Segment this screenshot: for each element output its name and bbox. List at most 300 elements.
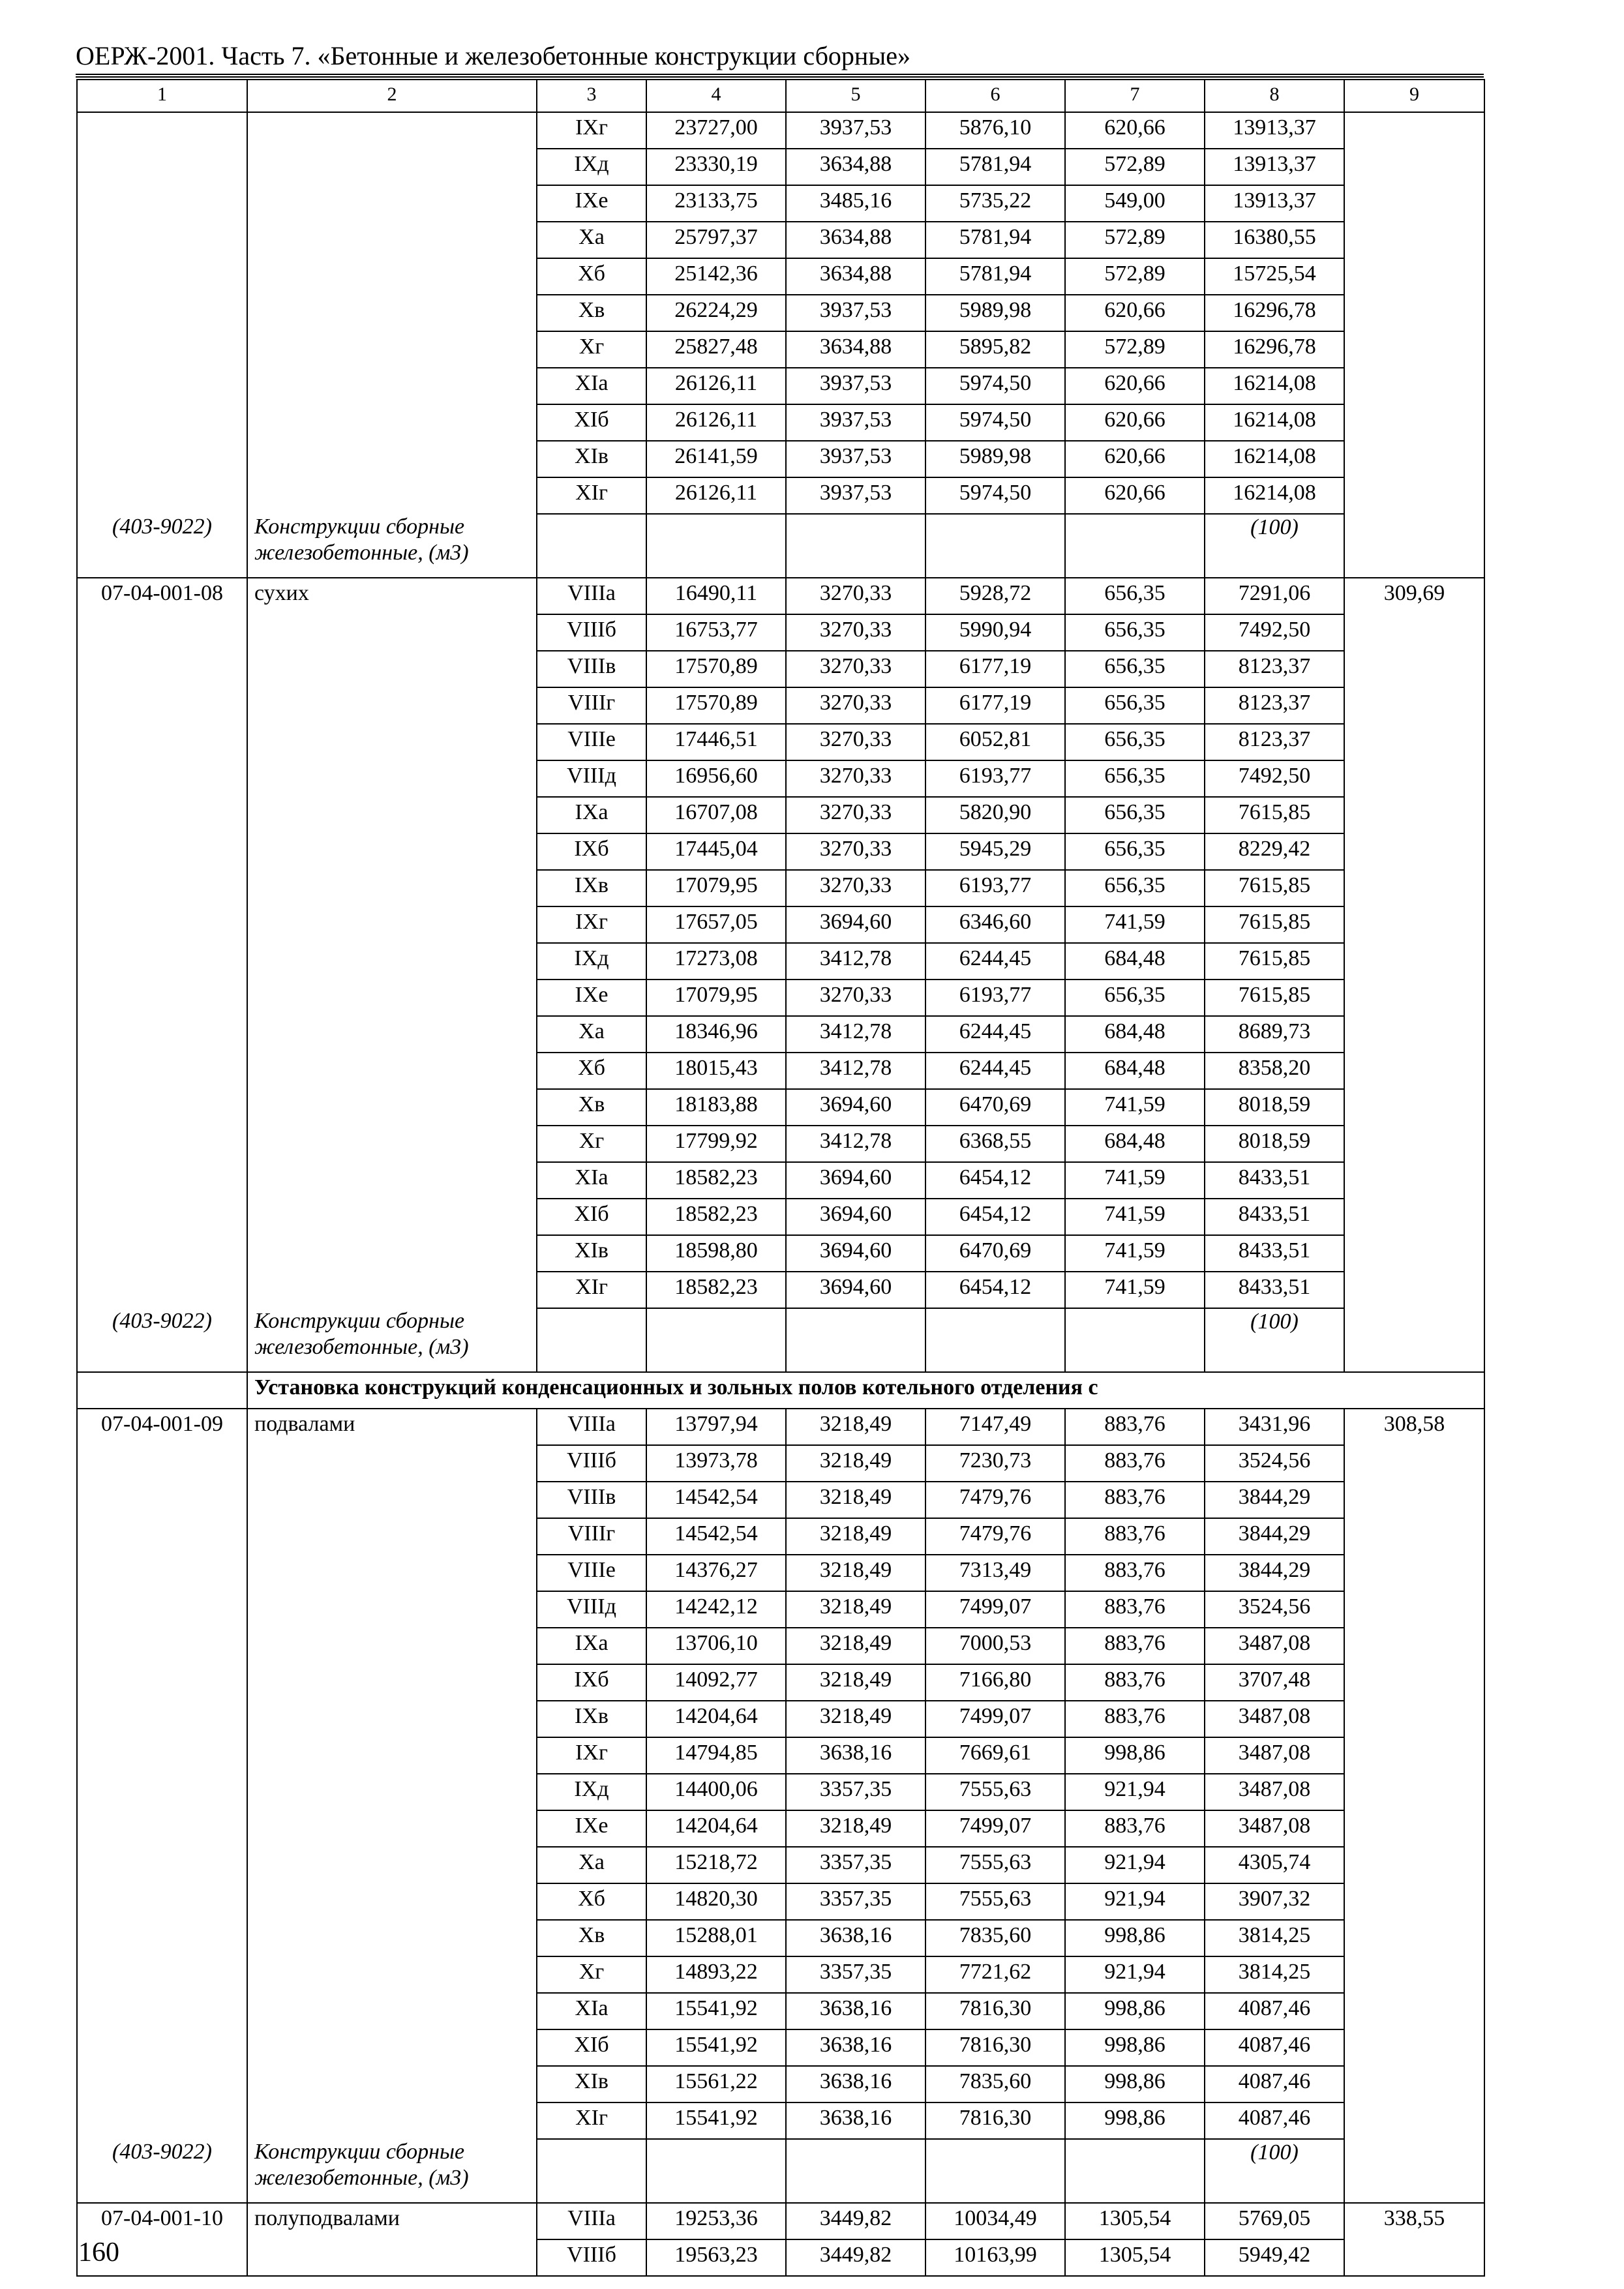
zone-cell: VIIIд [537, 760, 646, 797]
value-col8: 7615,85 [1205, 980, 1344, 1016]
value-col9 [1344, 1555, 1484, 1591]
value-col8: 3487,08 [1205, 1701, 1344, 1737]
value-col9 [1344, 1272, 1484, 1308]
zone-cell: VIIIб [537, 1445, 646, 1482]
norm-code [77, 1591, 247, 1628]
value-col6: 7816,30 [925, 2029, 1065, 2066]
zone-cell: VIIIа [537, 578, 646, 614]
value-col7: 921,94 [1065, 1956, 1205, 1993]
value-col9 [1344, 1518, 1484, 1555]
value-col9 [1344, 295, 1484, 331]
norm-description [247, 2102, 537, 2139]
zone-cell: VIIIд [537, 1591, 646, 1628]
value-col4: 26126,11 [646, 477, 786, 514]
zone-cell: Xв [537, 1089, 646, 1126]
norm-description [247, 906, 537, 943]
value-col7: 684,48 [1065, 1053, 1205, 1089]
value-col8: 8433,51 [1205, 1272, 1344, 1308]
table-row [77, 1883, 1484, 1920]
norm-code [77, 651, 247, 687]
table-row [77, 614, 1484, 651]
norm-code [77, 1847, 247, 1883]
value-col5: 3638,16 [786, 2029, 925, 2066]
value-col7: 998,86 [1065, 1920, 1205, 1956]
zone-cell: Xб [537, 258, 646, 295]
value-col4: 26126,11 [646, 368, 786, 404]
norm-description [247, 1199, 537, 1235]
value-col6: 7230,73 [925, 1445, 1065, 1482]
zone-cell: Xа [537, 1016, 646, 1053]
norm-description [247, 1482, 537, 1518]
value-col8: 4087,46 [1205, 2102, 1344, 2139]
value-col9: 338,55 [1344, 2203, 1484, 2239]
value-col4: 15541,92 [646, 2029, 786, 2066]
value-col9 [1344, 2066, 1484, 2102]
value-col7: 1305,54 [1065, 2239, 1205, 2276]
norm-description [247, 797, 537, 833]
value-col8: 16214,08 [1205, 477, 1344, 514]
norm-code [77, 258, 247, 295]
value-col5: 3694,60 [786, 1235, 925, 1272]
value-col6: 5895,82 [925, 331, 1065, 368]
value-col5: 3218,49 [786, 1628, 925, 1664]
value-col8: 16214,08 [1205, 441, 1344, 477]
zone-cell: XIг [537, 2102, 646, 2139]
norm-description [247, 833, 537, 870]
value-col8: 7492,50 [1205, 614, 1344, 651]
norm-code [77, 1993, 247, 2029]
zone-cell: VIIIа [537, 1409, 646, 1445]
table-row [77, 943, 1484, 980]
value-col6: 5945,29 [925, 833, 1065, 870]
value-col5: 3638,16 [786, 1920, 925, 1956]
table-row [77, 1810, 1484, 1847]
value-col5: 3412,78 [786, 943, 925, 980]
value-col6: 7313,49 [925, 1555, 1065, 1591]
value-col8: 3844,29 [1205, 1518, 1344, 1555]
norm-code [77, 1701, 247, 1737]
value-col6: 7835,60 [925, 2066, 1065, 2102]
norm-code [77, 185, 247, 222]
value-col9 [1344, 1053, 1484, 1089]
value-col5: 3634,88 [786, 258, 925, 295]
zone-cell: IXб [537, 1664, 646, 1701]
value-col8: 8689,73 [1205, 1016, 1344, 1053]
value-col9 [1344, 185, 1484, 222]
value-col6: 7000,53 [925, 1628, 1065, 1664]
table-row [77, 112, 1484, 149]
value-col8: 13913,37 [1205, 185, 1344, 222]
norm-description [247, 2029, 537, 2066]
value-col4: 13973,78 [646, 1445, 786, 1482]
zone-cell: XIа [537, 1993, 646, 2029]
value-col6: 7721,62 [925, 1956, 1065, 1993]
value-col5: 3357,35 [786, 1956, 925, 1993]
value-col8: 13913,37 [1205, 149, 1344, 185]
column-header: 2 [247, 80, 537, 112]
value-col4: 23330,19 [646, 149, 786, 185]
column-header: 6 [925, 80, 1065, 112]
value-col6: 5974,50 [925, 404, 1065, 441]
norm-description: полуподвалами [247, 2203, 537, 2239]
value-col9 [1344, 1737, 1484, 1774]
resource-code: (403-9022) [77, 2139, 247, 2203]
norm-description [247, 368, 537, 404]
empty-cell [646, 2139, 786, 2203]
value-col7: 883,76 [1065, 1628, 1205, 1664]
value-col4: 14204,64 [646, 1810, 786, 1847]
value-col4: 16753,77 [646, 614, 786, 651]
resource-code: (403-9022) [77, 514, 247, 578]
zone-cell: VIIIе [537, 724, 646, 760]
norm-code [77, 1810, 247, 1847]
table-row [77, 687, 1484, 724]
value-col4: 16707,08 [646, 797, 786, 833]
zone-cell: IXа [537, 1628, 646, 1664]
norm-description [247, 760, 537, 797]
table-row [77, 258, 1484, 295]
value-col6: 5781,94 [925, 258, 1065, 295]
value-col4: 25142,36 [646, 258, 786, 295]
value-col8: 3524,56 [1205, 1591, 1344, 1628]
norm-description [247, 1518, 537, 1555]
value-col5: 3357,35 [786, 1883, 925, 1920]
norm-description [247, 441, 537, 477]
norm-code [77, 2029, 247, 2066]
value-col9 [1344, 149, 1484, 185]
value-col4: 25827,48 [646, 331, 786, 368]
value-col7: 656,35 [1065, 980, 1205, 1016]
zone-cell: Xб [537, 1883, 646, 1920]
value-col7: 998,86 [1065, 2029, 1205, 2066]
empty-cell [537, 2139, 646, 2203]
table-row [77, 1664, 1484, 1701]
value-col6: 10034,49 [925, 2203, 1065, 2239]
section-left-cell [77, 1372, 247, 1409]
zone-cell: IXг [537, 1737, 646, 1774]
table-row [77, 149, 1484, 185]
resource-name: Конструкции сборные железобетонные, (м3) [247, 1308, 537, 1372]
norm-code [77, 980, 247, 1016]
norm-code [77, 833, 247, 870]
value-col9 [1344, 1628, 1484, 1664]
value-col8: 7291,06 [1205, 578, 1344, 614]
value-col9 [1344, 1701, 1484, 1737]
value-col7: 921,94 [1065, 1847, 1205, 1883]
value-col4: 16956,60 [646, 760, 786, 797]
zone-cell: VIIIб [537, 614, 646, 651]
value-col4: 16490,11 [646, 578, 786, 614]
table-row [77, 1235, 1484, 1272]
value-col4: 15288,01 [646, 1920, 786, 1956]
value-col7: 572,89 [1065, 149, 1205, 185]
zone-cell: XIб [537, 404, 646, 441]
norm-code: 07-04-001-10 [77, 2203, 247, 2239]
value-col5: 3357,35 [786, 1774, 925, 1810]
value-col9 [1344, 943, 1484, 980]
value-col8: 3487,08 [1205, 1810, 1344, 1847]
value-col4: 19563,23 [646, 2239, 786, 2276]
value-col9 [1344, 1956, 1484, 1993]
value-col6: 6244,45 [925, 1016, 1065, 1053]
value-col8: 5769,05 [1205, 2203, 1344, 2239]
value-col9 [1344, 1016, 1484, 1053]
norm-description [247, 1664, 537, 1701]
value-col9 [1344, 1774, 1484, 1810]
table-row [77, 1162, 1484, 1199]
zone-cell: XIв [537, 441, 646, 477]
value-col4: 14542,54 [646, 1518, 786, 1555]
value-col4: 15541,92 [646, 1993, 786, 2029]
value-col8: 3524,56 [1205, 1445, 1344, 1482]
value-col4: 13706,10 [646, 1628, 786, 1664]
value-col9 [1344, 2239, 1484, 2276]
norm-code [77, 760, 247, 797]
value-col4: 23727,00 [646, 112, 786, 149]
table-row [77, 1920, 1484, 1956]
value-col4: 17079,95 [646, 980, 786, 1016]
value-col9 [1344, 404, 1484, 441]
empty-cell [786, 2139, 925, 2203]
value-col6: 7499,07 [925, 1591, 1065, 1628]
norm-description [247, 477, 537, 514]
table-row [77, 1409, 1484, 1445]
value-col6: 6454,12 [925, 1162, 1065, 1199]
norm-code: 07-04-001-09 [77, 1409, 247, 1445]
value-col9 [1344, 1810, 1484, 1847]
table-row [77, 2203, 1484, 2239]
zone-cell: VIIIб [537, 2239, 646, 2276]
value-col6: 6454,12 [925, 1199, 1065, 1235]
value-col9 [1344, 477, 1484, 514]
value-col8: 7492,50 [1205, 760, 1344, 797]
norm-description [247, 2066, 537, 2102]
value-col5: 3449,82 [786, 2203, 925, 2239]
value-col7: 883,76 [1065, 1445, 1205, 1482]
value-col5: 3937,53 [786, 477, 925, 514]
norm-description: подвалами [247, 1409, 537, 1445]
value-col7: 998,86 [1065, 2102, 1205, 2139]
value-col9 [1344, 1993, 1484, 2029]
value-col6: 6193,77 [925, 980, 1065, 1016]
norm-description [247, 404, 537, 441]
value-col4: 18582,23 [646, 1162, 786, 1199]
value-col8: 3814,25 [1205, 1920, 1344, 1956]
value-col7: 998,86 [1065, 1993, 1205, 2029]
zone-cell: XIб [537, 1199, 646, 1235]
zone-cell: IXе [537, 1810, 646, 1847]
resource-note-row [77, 1308, 1484, 1372]
norm-code [77, 404, 247, 441]
value-col4: 14542,54 [646, 1482, 786, 1518]
value-col9 [1344, 906, 1484, 943]
norm-code [77, 222, 247, 258]
value-col7: 883,76 [1065, 1482, 1205, 1518]
section-title-row [77, 1372, 1484, 1409]
value-col9 [1344, 2029, 1484, 2066]
table-row [77, 870, 1484, 906]
column-header: 3 [537, 80, 646, 112]
norm-code [77, 2066, 247, 2102]
zone-cell: IXг [537, 112, 646, 149]
value-col7: 684,48 [1065, 1126, 1205, 1162]
value-col4: 18598,80 [646, 1235, 786, 1272]
norm-code [77, 1737, 247, 1774]
value-col4: 17799,92 [646, 1126, 786, 1162]
table-row [77, 1628, 1484, 1664]
value-col5: 3270,33 [786, 797, 925, 833]
value-col7: 656,35 [1065, 724, 1205, 760]
norm-description [247, 724, 537, 760]
empty-cell [925, 514, 1065, 578]
value-col4: 14820,30 [646, 1883, 786, 1920]
value-col5: 3634,88 [786, 222, 925, 258]
value-col7: 883,76 [1065, 1701, 1205, 1737]
zone-cell: VIIIг [537, 687, 646, 724]
page-number: 160 [78, 2237, 119, 2267]
norm-description [247, 1591, 537, 1628]
table-row [77, 1847, 1484, 1883]
norm-description [247, 1126, 537, 1162]
value-col4: 14376,27 [646, 1555, 786, 1591]
value-col7: 572,89 [1065, 258, 1205, 295]
value-col7: 656,35 [1065, 870, 1205, 906]
norm-code [77, 295, 247, 331]
column-header: 7 [1065, 80, 1205, 112]
zone-cell: VIIIв [537, 1482, 646, 1518]
value-col6: 5735,22 [925, 185, 1065, 222]
table-row [77, 760, 1484, 797]
value-col8: 16214,08 [1205, 404, 1344, 441]
norm-description [247, 943, 537, 980]
norm-description [247, 2239, 537, 2276]
table-row [77, 980, 1484, 1016]
value-col4: 13797,94 [646, 1409, 786, 1445]
value-col7: 656,35 [1065, 797, 1205, 833]
value-col7: 620,66 [1065, 477, 1205, 514]
zone-cell: Xб [537, 1053, 646, 1089]
zone-cell: Xа [537, 222, 646, 258]
zone-cell: XIв [537, 2066, 646, 2102]
value-col6: 6470,69 [925, 1089, 1065, 1126]
norm-description [247, 1162, 537, 1199]
value-col9 [1344, 1445, 1484, 1482]
empty-cell [1065, 1308, 1205, 1372]
value-col7: 741,59 [1065, 906, 1205, 943]
norm-description [247, 1016, 537, 1053]
value-col5: 3270,33 [786, 870, 925, 906]
zone-cell: XIа [537, 368, 646, 404]
norm-code [77, 149, 247, 185]
norm-description [247, 1956, 537, 1993]
table-row [77, 331, 1484, 368]
norm-code [77, 331, 247, 368]
value-col6: 5928,72 [925, 578, 1065, 614]
value-col9 [1344, 797, 1484, 833]
value-col4: 18183,88 [646, 1089, 786, 1126]
norm-description [247, 258, 537, 295]
value-col5: 3638,16 [786, 1993, 925, 2029]
value-col6: 7166,80 [925, 1664, 1065, 1701]
zone-cell: Xв [537, 1920, 646, 1956]
table-row [77, 1445, 1484, 1482]
value-col5: 3937,53 [786, 368, 925, 404]
value-col6: 5820,90 [925, 797, 1065, 833]
value-col5: 3937,53 [786, 404, 925, 441]
value-col6: 5990,94 [925, 614, 1065, 651]
value-col5: 3218,49 [786, 1810, 925, 1847]
table-row [77, 1591, 1484, 1628]
value-col5: 3485,16 [786, 185, 925, 222]
value-col5: 3694,60 [786, 1272, 925, 1308]
value-col8: 8123,37 [1205, 724, 1344, 760]
value-col6: 6470,69 [925, 1235, 1065, 1272]
norm-code [77, 1628, 247, 1664]
norm-code [77, 1883, 247, 1920]
value-col7: 741,59 [1065, 1272, 1205, 1308]
empty-cell [537, 1308, 646, 1372]
value-col7: 998,86 [1065, 1737, 1205, 1774]
zone-cell: XIб [537, 2029, 646, 2066]
norm-description [247, 112, 537, 149]
value-col8: 4305,74 [1205, 1847, 1344, 1883]
value-col7: 1305,54 [1065, 2203, 1205, 2239]
value-col7: 921,94 [1065, 1883, 1205, 1920]
value-col4: 14893,22 [646, 1956, 786, 1993]
value-col9 [1344, 980, 1484, 1016]
value-col4: 17273,08 [646, 943, 786, 980]
value-col8: 7615,85 [1205, 906, 1344, 943]
empty-cell [786, 1308, 925, 1372]
value-col8: 4087,46 [1205, 1993, 1344, 2029]
value-col8: 8433,51 [1205, 1162, 1344, 1199]
value-col7: 656,35 [1065, 760, 1205, 797]
empty-cell [1344, 514, 1484, 578]
value-col8: 7615,85 [1205, 870, 1344, 906]
value-col5: 3638,16 [786, 2066, 925, 2102]
table-row [77, 724, 1484, 760]
value-col8: 16296,78 [1205, 331, 1344, 368]
zone-cell: XIг [537, 477, 646, 514]
value-col5: 3218,49 [786, 1482, 925, 1518]
value-col8: 3907,32 [1205, 1883, 1344, 1920]
value-col4: 17657,05 [646, 906, 786, 943]
value-col7: 620,66 [1065, 404, 1205, 441]
zone-cell: IXд [537, 149, 646, 185]
value-col9 [1344, 1162, 1484, 1199]
value-col7: 620,66 [1065, 441, 1205, 477]
norm-code [77, 687, 247, 724]
value-col9 [1344, 1089, 1484, 1126]
value-col7: 656,35 [1065, 578, 1205, 614]
table-row [77, 578, 1484, 614]
zone-cell: IXе [537, 185, 646, 222]
value-col5: 3412,78 [786, 1126, 925, 1162]
value-col6: 6177,19 [925, 651, 1065, 687]
norm-code [77, 477, 247, 514]
value-col5: 3638,16 [786, 1737, 925, 1774]
value-col6: 7555,63 [925, 1847, 1065, 1883]
norm-code: 07-04-001-08 [77, 578, 247, 614]
table-row [77, 1053, 1484, 1089]
norm-code [77, 1016, 247, 1053]
value-col5: 3270,33 [786, 760, 925, 797]
value-col8: 8123,37 [1205, 651, 1344, 687]
zone-cell: IXв [537, 870, 646, 906]
empty-cell [537, 514, 646, 578]
value-col9 [1344, 614, 1484, 651]
empty-cell [925, 1308, 1065, 1372]
